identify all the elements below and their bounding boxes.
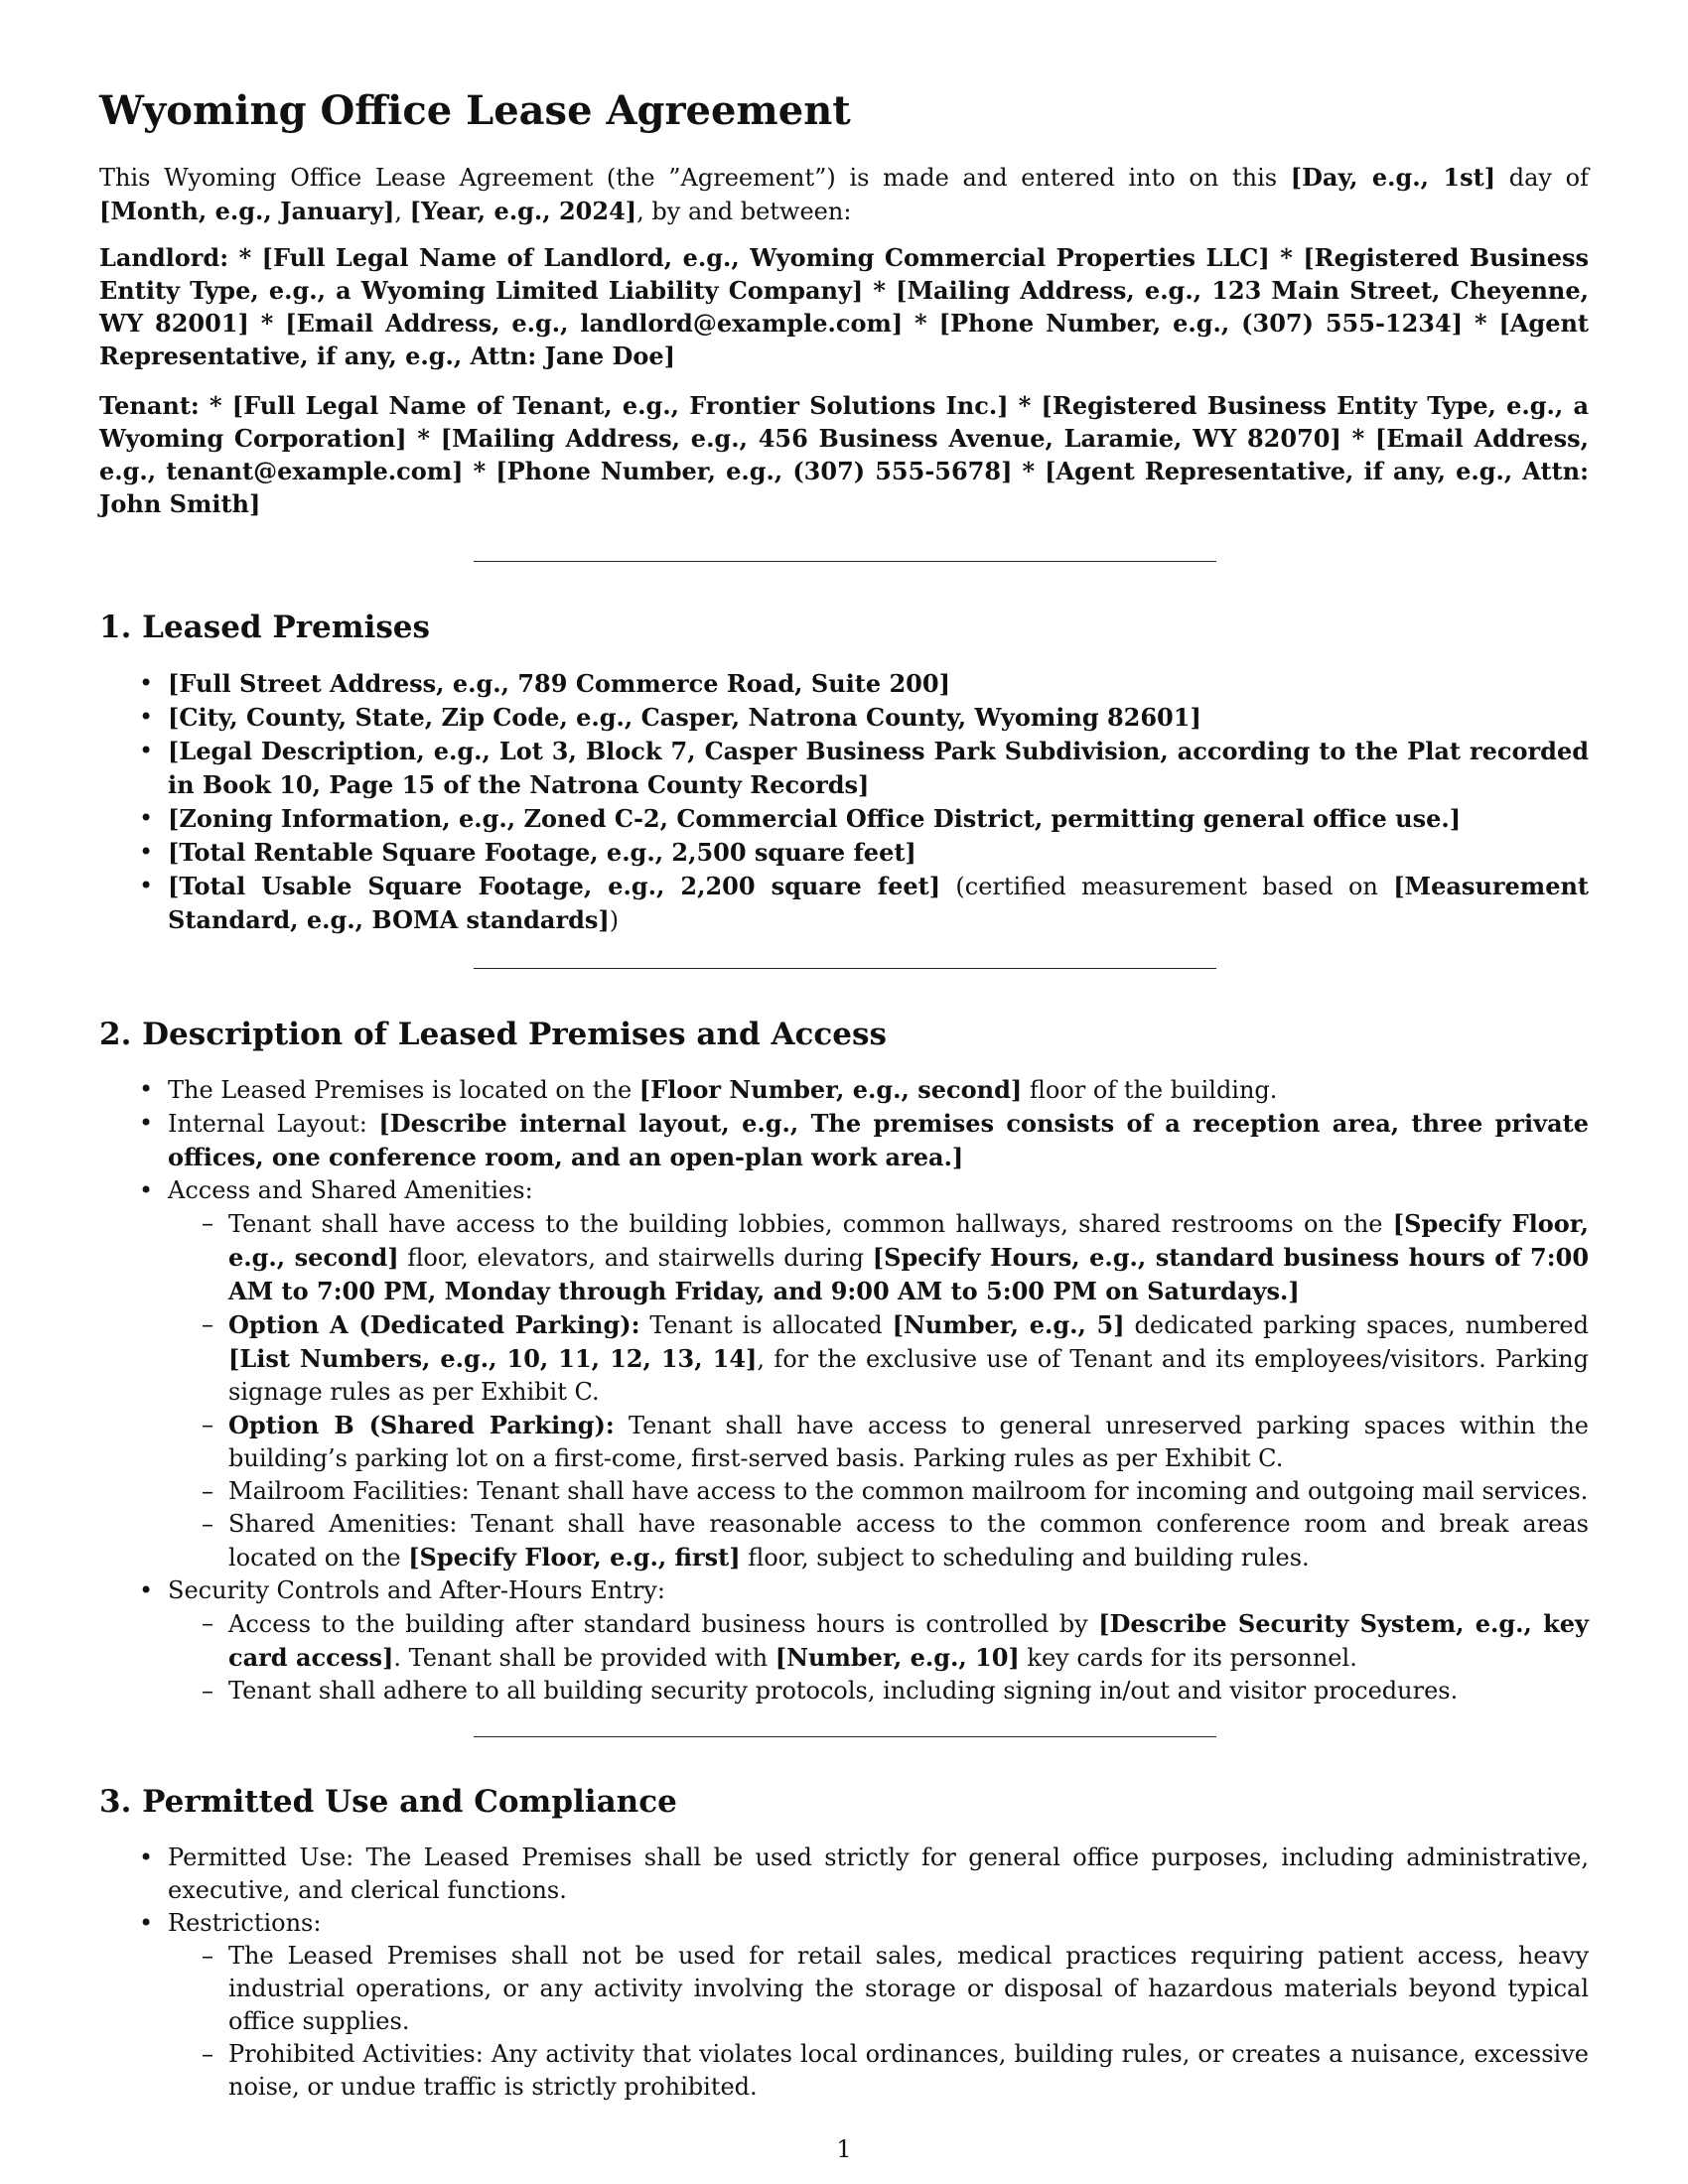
- sub-list-item: – Option A (Dedicated Parking): Tenant is allocated [Number, e.g., 5] dedicated parking spaces, numbered [List Numbers, e.g., 10, 11, 12, 13, 14], for the exclusive use of Tenant and its employees/visitors. Parking signage rules as per Exhibit C.: [168, 1308, 1589, 1409]
- page-number: 1: [836, 2135, 852, 2163]
- list-item: • [Full Street Address, e.g., 789 Commerce Road, Suite 200]: [99, 667, 1589, 701]
- intro-paragraph: [99, 161, 1589, 228]
- intro-text: day of: [1495, 164, 1589, 192]
- list-item: • [Total Rentable Square Footage, e.g., 2,500 square feet]: [99, 836, 1589, 870]
- day-placeholder: [Day, e.g., 1st]: [1290, 163, 1496, 192]
- intro-text: This Wyoming Office Lease Agreement (the ”Agreement”) is made and entered into on this: [99, 164, 1291, 192]
- sub-list-item: – Mailroom Facilities: Tenant shall have access to the common mailroom for incoming and outgoing mail services.: [168, 1475, 1589, 1508]
- section-2-heading: 2. Description of Leased Premises and Access: [99, 1017, 887, 1052]
- list-item: • Restrictions: – The Leased Premises shall not be used for retail sales, medical practices requiring patient access, heavy industrial operations, or any activity involving the storage or disposal of hazardous materials beyond typical office supplies. – Prohibited Activities: Any activity that violates local ordinances, building rules, or creates a nuisance, excessive noise, or undue traffic is strictly prohibited.: [99, 1907, 1589, 2104]
- list-item: • The Leased Premises is located on the [Floor Number, e.g., second] floor of the building.: [99, 1073, 1589, 1107]
- list-item: • Access and Shared Amenities: – Tenant shall have access to the building lobbies, common hallways, shared restrooms on the [Specify Floor, e.g., second] floor, elevators, and stairwells during [Specify Hours, e.g., standard business hours of 7:00 AM to 7:00 PM, Monday through Friday, and 9:00 AM to 5:00 PM on Saturdays.] – Option A (Dedicated Parking): Tenant is allocated [Number, e.g., 5] dedicated parking spaces, numbered [List Numbers, e.g., 10, 11, 12, 13, 14], for the exclusive use of Tenant and its employees/visitors. Parking signage rules as per Exhibit C. – Option B (Shared Parking): Tenant shall have access to general unreserved parking spaces within the building’s parking lot on a first-come, first-served basis. Parking rules as per Exhibit C. – Mailroom Facilities: Tenant shall have access to the common mailroom for incoming and outgoing mail services. – Shared Amenities: Tenant shall have reasonable access to the common conference room and break areas located on the [Specify Floor, e.g., first] floor, subject to scheduling and building rules.: [99, 1174, 1589, 1574]
- list-item: • [Legal Description, e.g., Lot 3, Block 7, Casper Business Park Subdivision, according to the Plat recorded in Book 10, Page 15 of the Natrona County Records]: [99, 735, 1589, 802]
- sub-list-item: – Shared Amenities: Tenant shall have reasonable access to the common conference room and break areas located on the [Specify Floor, e.g., first] floor, subject to scheduling and building rules.: [168, 1508, 1589, 1574]
- list-item: • [Total Usable Square Footage, e.g., 2,200 square feet] (certified measurement based on [Measurement Standard, e.g., BOMA standards]): [99, 870, 1589, 937]
- section-divider: [474, 968, 1216, 969]
- section-3-list: [99, 1842, 1589, 2104]
- section-2-list: [99, 1073, 1589, 1707]
- tenant-details: Tenant: * [Full Legal Name of Tenant, e.g., Frontier Solutions Inc.] * [Registered Business Entity Type, e.g., a Wyoming Corporation] * [Mailing Address, e.g., 456 Business Avenue, Laramie, WY 82070] * [Email Address, e.g., tenant@example.com] * [Phone Number, e.g., (307) 555-5678] * [Agent Representative, if any, e.g., Attn: John Smith]: [99, 391, 1589, 518]
- month-placeholder: [Month, e.g., January]: [99, 197, 395, 225]
- landlord-details: Landlord: * [Full Legal Name of Landlord, e.g., Wyoming Commercial Properties LLC] * [Registered Business Entity Type, e.g., a Wyoming Limited Liability Company] * [Mailing Address, e.g., 123 Main Street, Cheyenne, WY 82001] * [Email Address, e.g., landlord@example.com] * [Phone Number, e.g., (307) 555-1234] * [Agent Representative, if any, e.g., Attn: Jane Doe]: [99, 243, 1589, 370]
- section-1-heading: 1. Leased Premises: [99, 610, 430, 645]
- sub-list-item: – Prohibited Activities: Any activity that violates local ordinances, building rules, or creates a nuisance, excessive noise, or undue traffic is strictly prohibited.: [168, 2038, 1589, 2104]
- section-divider: [474, 1736, 1216, 1737]
- intro-text: ,: [394, 198, 410, 225]
- list-item: • Security Controls and After-Hours Entry: – Access to the building after standard business hours is controlled by [Describe Security System, e.g., key card access]. Tenant shall be provided with [Number, e.g., 10] key cards for its personnel. – Tenant shall adhere to all building security protocols, including signing in/out and visitor procedures.: [99, 1574, 1589, 1707]
- year-placeholder: [Year, e.g., 2024]: [409, 197, 637, 225]
- list-item: • [Zoning Information, e.g., Zoned C-2, Commercial Office District, permitting general office use.]: [99, 802, 1589, 836]
- sub-list-item: – Tenant shall adhere to all building security protocols, including signing in/out and visitor procedures.: [168, 1675, 1589, 1707]
- landlord-block: [99, 241, 1589, 372]
- document-title: Wyoming Office Lease Agreement: [99, 87, 851, 134]
- sub-list-item: – The Leased Premises shall not be used for retail sales, medical practices requiring patient access, heavy industrial operations, or any activity involving the storage or disposal of hazardous materials beyond typical office supplies.: [168, 1940, 1589, 2038]
- section-3-heading: 3. Permitted Use and Compliance: [99, 1784, 677, 1820]
- section-1-list: [99, 667, 1589, 937]
- list-item: • Internal Layout: [Describe internal layout, e.g., The premises consists of a reception area, three private offices, one conference room, and an open-plan work area.]: [99, 1107, 1589, 1174]
- sub-list-item: – Access to the building after standard business hours is controlled by [Describe Security System, e.g., key card access]. Tenant shall be provided with [Number, e.g., 10] key cards for its personnel.: [168, 1607, 1589, 1675]
- sub-list-item: – Tenant shall have access to the building lobbies, common hallways, shared restrooms on the [Specify Floor, e.g., second] floor, elevators, and stairwells during [Specify Hours, e.g., standard business hours of 7:00 AM to 7:00 PM, Monday through Friday, and 9:00 AM to 5:00 PM on Saturdays.]: [168, 1207, 1589, 1308]
- tenant-block: [99, 389, 1589, 520]
- intro-text: , by and between:: [636, 198, 852, 225]
- section-divider: [474, 561, 1216, 562]
- sub-list-item: – Option B (Shared Parking): Tenant shall have access to general unreserved parking spaces within the building’s parking lot on a first-come, first-served basis. Parking rules as per Exhibit C.: [168, 1409, 1589, 1475]
- list-item: • [City, County, State, Zip Code, e.g., Casper, Natrona County, Wyoming 82601]: [99, 701, 1589, 735]
- list-item: • Permitted Use: The Leased Premises shall be used strictly for general office purposes, including administrative, executive, and clerical functions.: [99, 1842, 1589, 1907]
